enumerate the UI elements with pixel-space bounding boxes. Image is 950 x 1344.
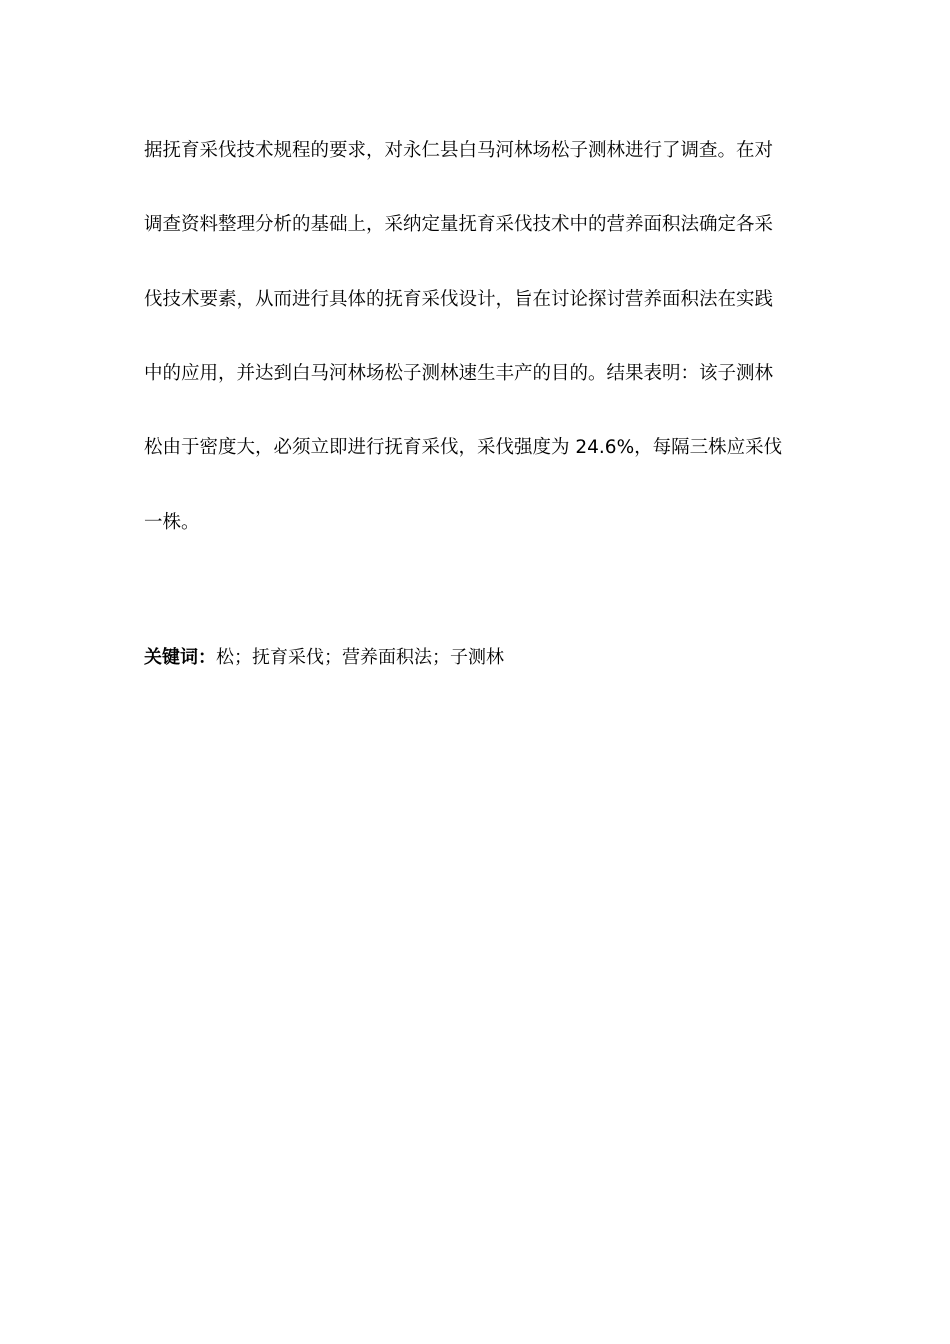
abstract-line-6: 一株。 <box>144 512 200 533</box>
abstract-line-4: 中的应用，并达到白马河林场松子测林速生丰产的目的。结果表明：该子测林 <box>144 363 774 384</box>
keywords-line <box>144 646 504 670</box>
keywords-text: 松；抚育采伐；营养面积法；子测林 <box>216 647 504 668</box>
abstract-line-2: 调查资料整理分析的基础上，采纳定量抚育采伐技术中的营养面积法确定各采 <box>144 214 774 235</box>
abstract-line-5: 松由于密度大，必须立即进行抚育采伐，采伐强度为 24.6%，每隔三株应采伐 <box>144 437 783 458</box>
abstract-line-1: 据抚育采伐技术规程的要求，对永仁县白马河林场松子测林进行了调查。在对 <box>144 140 774 161</box>
keywords-label: 关键词： <box>144 647 216 668</box>
abstract-line-3: 伐技术要素，从而进行具体的抚育采伐设计，旨在讨论探讨营养面积法在实践 <box>144 289 774 310</box>
